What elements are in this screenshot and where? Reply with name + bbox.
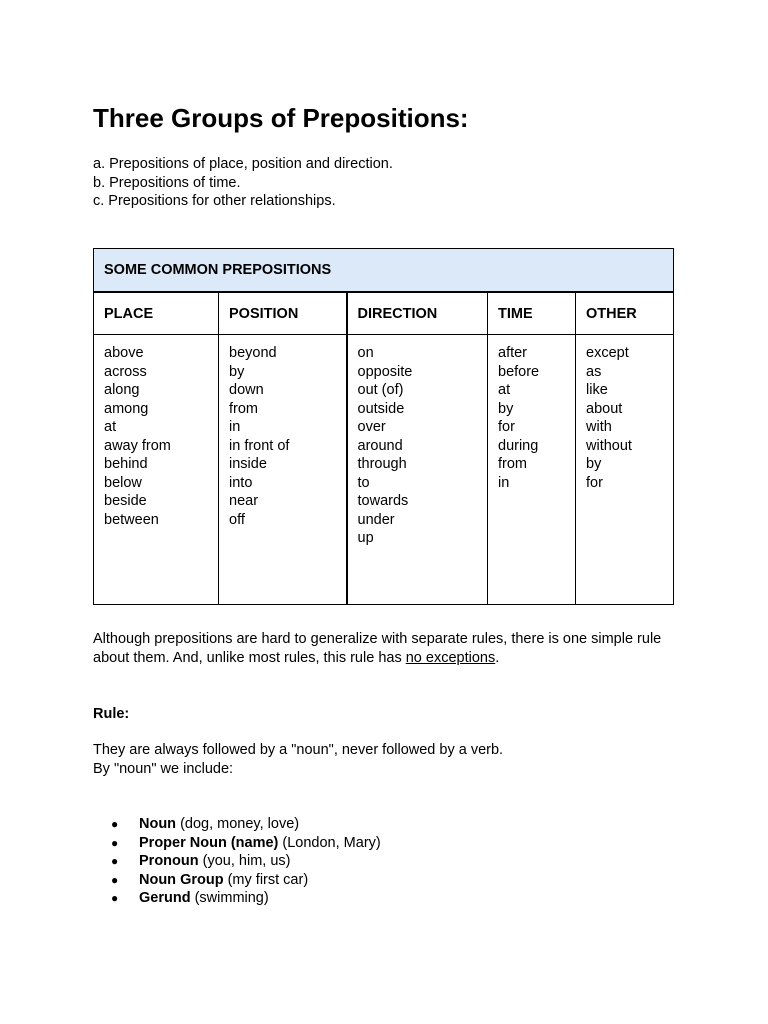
word-item: between — [104, 511, 159, 528]
word-item: along — [104, 382, 140, 398]
word-item: inside — [229, 456, 267, 472]
bullet-icon: ● — [111, 835, 119, 850]
words-cell-position — [219, 335, 347, 605]
word-item: about — [586, 400, 623, 417]
intro-item: c. Prepositions for other relationships. — [93, 193, 336, 209]
word-item: for — [498, 419, 515, 435]
column-header-direction: DIRECTION — [347, 292, 488, 335]
bullet-icon: ● — [111, 817, 119, 831]
intro-item: b. Prepositions of time. — [93, 174, 241, 191]
word-item: below — [104, 474, 142, 491]
column-header-time: TIME — [488, 292, 576, 335]
words-cell-time — [488, 335, 576, 605]
no-exceptions-text: no exceptions — [405, 649, 496, 666]
intro-item: a. Prepositions of place, position and direction. — [93, 156, 393, 172]
column-header-position: POSITION — [219, 292, 347, 335]
table-header-row — [94, 292, 674, 335]
bullet-icon: ● — [111, 872, 119, 887]
rule-line: By "noun" we include: — [93, 760, 234, 777]
word-item: above — [104, 345, 144, 361]
word-item: without — [586, 437, 632, 454]
word-item: in — [498, 474, 510, 491]
word-item: with — [586, 419, 612, 435]
term: Proper Noun (name) — [139, 834, 279, 851]
words-cell-other — [576, 335, 674, 605]
word-item: under — [357, 511, 395, 528]
term: Noun Group — [139, 871, 224, 888]
column-header-other: OTHER — [576, 292, 674, 335]
examples: (London, Mary) — [278, 834, 381, 851]
word-item: near — [229, 493, 259, 509]
word-item: from — [498, 456, 527, 472]
examples: (my first car) — [223, 871, 309, 888]
list-item — [111, 852, 381, 871]
list-item — [111, 889, 381, 908]
word-item: from — [229, 400, 258, 417]
table-banner: SOME COMMON PREPOSITIONS — [94, 249, 674, 293]
word-item: by — [586, 456, 602, 472]
word-item: in — [229, 419, 241, 435]
word-item: out (of) — [357, 382, 404, 398]
word-item: through — [357, 456, 407, 472]
word-item: on — [357, 345, 374, 361]
word-item: outside — [357, 400, 405, 417]
list-item — [111, 834, 381, 853]
word-item: to — [357, 474, 370, 491]
word-item: at — [104, 419, 117, 435]
paragraph-text: Although prepositions are hard to generalize with separate rules, there is one simple rule about them. And, unlike most rules, this rule has — [93, 631, 662, 666]
paragraph-end: . — [495, 649, 500, 666]
word-item: behind — [104, 456, 148, 472]
term: Gerund — [139, 890, 191, 906]
word-item: among — [104, 400, 149, 417]
list-item — [111, 871, 381, 890]
table-row — [94, 335, 674, 605]
rule-line: They are always followed by a "noun", never followed by a verb. — [93, 742, 504, 758]
word-item: by — [498, 400, 514, 417]
word-item: after — [498, 345, 528, 361]
noun-types-list — [111, 815, 381, 908]
word-item: beside — [104, 493, 147, 509]
term: Noun — [139, 816, 177, 832]
word-item: before — [498, 363, 540, 380]
word-item: except — [586, 345, 629, 361]
column-header-place: PLACE — [94, 292, 219, 335]
word-item: beyond — [229, 345, 277, 361]
word-item: down — [229, 382, 264, 398]
word-item: like — [586, 382, 608, 398]
word-item: by — [229, 363, 245, 380]
list-item — [111, 815, 381, 834]
word-item: over — [357, 419, 386, 435]
intro-list — [93, 155, 393, 211]
rule-text — [93, 741, 503, 778]
word-item: in front of — [229, 437, 290, 454]
rule-label: Rule: — [93, 706, 130, 722]
page-title: Three Groups of Prepositions: — [93, 103, 469, 133]
word-item: during — [498, 437, 539, 454]
word-item: towards — [357, 493, 409, 509]
bullet-icon: ● — [111, 854, 119, 868]
bullet-icon: ● — [111, 891, 119, 905]
word-item: as — [586, 363, 602, 380]
body-paragraph — [93, 630, 683, 667]
examples: (you, him, us) — [198, 853, 291, 869]
word-item: across — [104, 363, 147, 380]
prepositions-table — [93, 248, 674, 605]
word-item: around — [357, 437, 403, 454]
word-item: into — [229, 474, 253, 491]
words-cell-direction — [347, 335, 488, 605]
examples: (swimming) — [190, 890, 269, 906]
word-item: off — [229, 511, 245, 528]
words-cell-place — [94, 335, 219, 605]
word-item: away from — [104, 437, 171, 454]
examples: (dog, money, love) — [176, 816, 300, 832]
word-item: opposite — [357, 363, 413, 380]
word-item: at — [498, 382, 511, 398]
word-item: for — [586, 474, 603, 491]
term: Pronoun — [139, 853, 199, 869]
word-item: up — [357, 530, 374, 546]
